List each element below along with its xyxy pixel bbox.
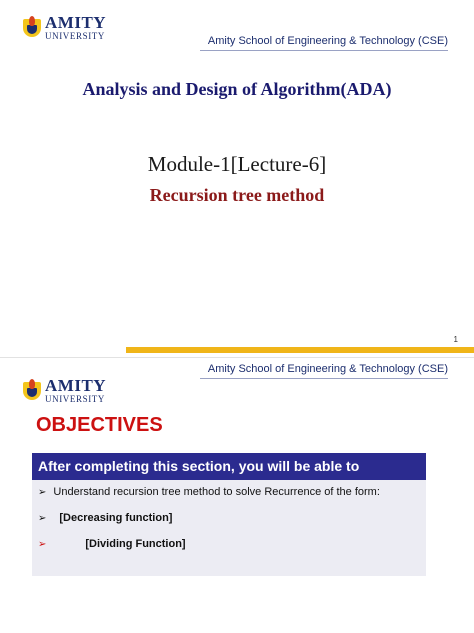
school-name: Amity School of Engineering & Technology (CSE) — [207, 363, 448, 375]
logo-wordmark: AMITY — [45, 13, 107, 32]
amity-logo — [22, 14, 106, 41]
objectives-box-header: After completing this section, you will be able to — [32, 453, 426, 480]
school-name: Amity School of Engineering & Technology (CSE) — [207, 35, 448, 47]
amity-crest-icon — [22, 379, 42, 403]
header-rule — [200, 50, 448, 51]
objectives-box — [32, 453, 426, 576]
slide-2 — [0, 357, 474, 633]
arrow-bullet-icon: ➢ — [38, 512, 47, 524]
bullet-text: [Decreasing function] — [59, 512, 173, 524]
amity-logo — [22, 377, 106, 404]
course-title: Analysis and Design of Algorithm(ADA) — [82, 79, 392, 99]
logo-wordmark: AMITY — [45, 376, 107, 395]
arrow-bullet-icon: ➢ — [38, 486, 47, 498]
bullet-text: Understand recursion tree method to solve Recurrence of the form: — [53, 486, 380, 498]
page-number: 1 — [453, 335, 458, 344]
objectives-box-body — [32, 480, 426, 576]
list-item — [38, 538, 186, 550]
header-rule — [200, 378, 448, 379]
bullet-text: [Dividing Function] — [85, 538, 186, 550]
arrow-bullet-icon: ➢ — [38, 538, 47, 550]
footer-bar — [126, 347, 474, 353]
list-item — [38, 486, 380, 498]
list-item — [38, 512, 172, 524]
logo-subtext: UNIVERSITY — [45, 394, 105, 404]
logo-subtext: UNIVERSITY — [45, 31, 105, 41]
lecture-topic: Recursion tree method — [149, 185, 325, 205]
amity-crest-icon — [22, 16, 42, 40]
module-heading: Module-1[Lecture-6] — [147, 152, 327, 176]
objectives-heading: OBJECTIVES — [36, 414, 163, 436]
